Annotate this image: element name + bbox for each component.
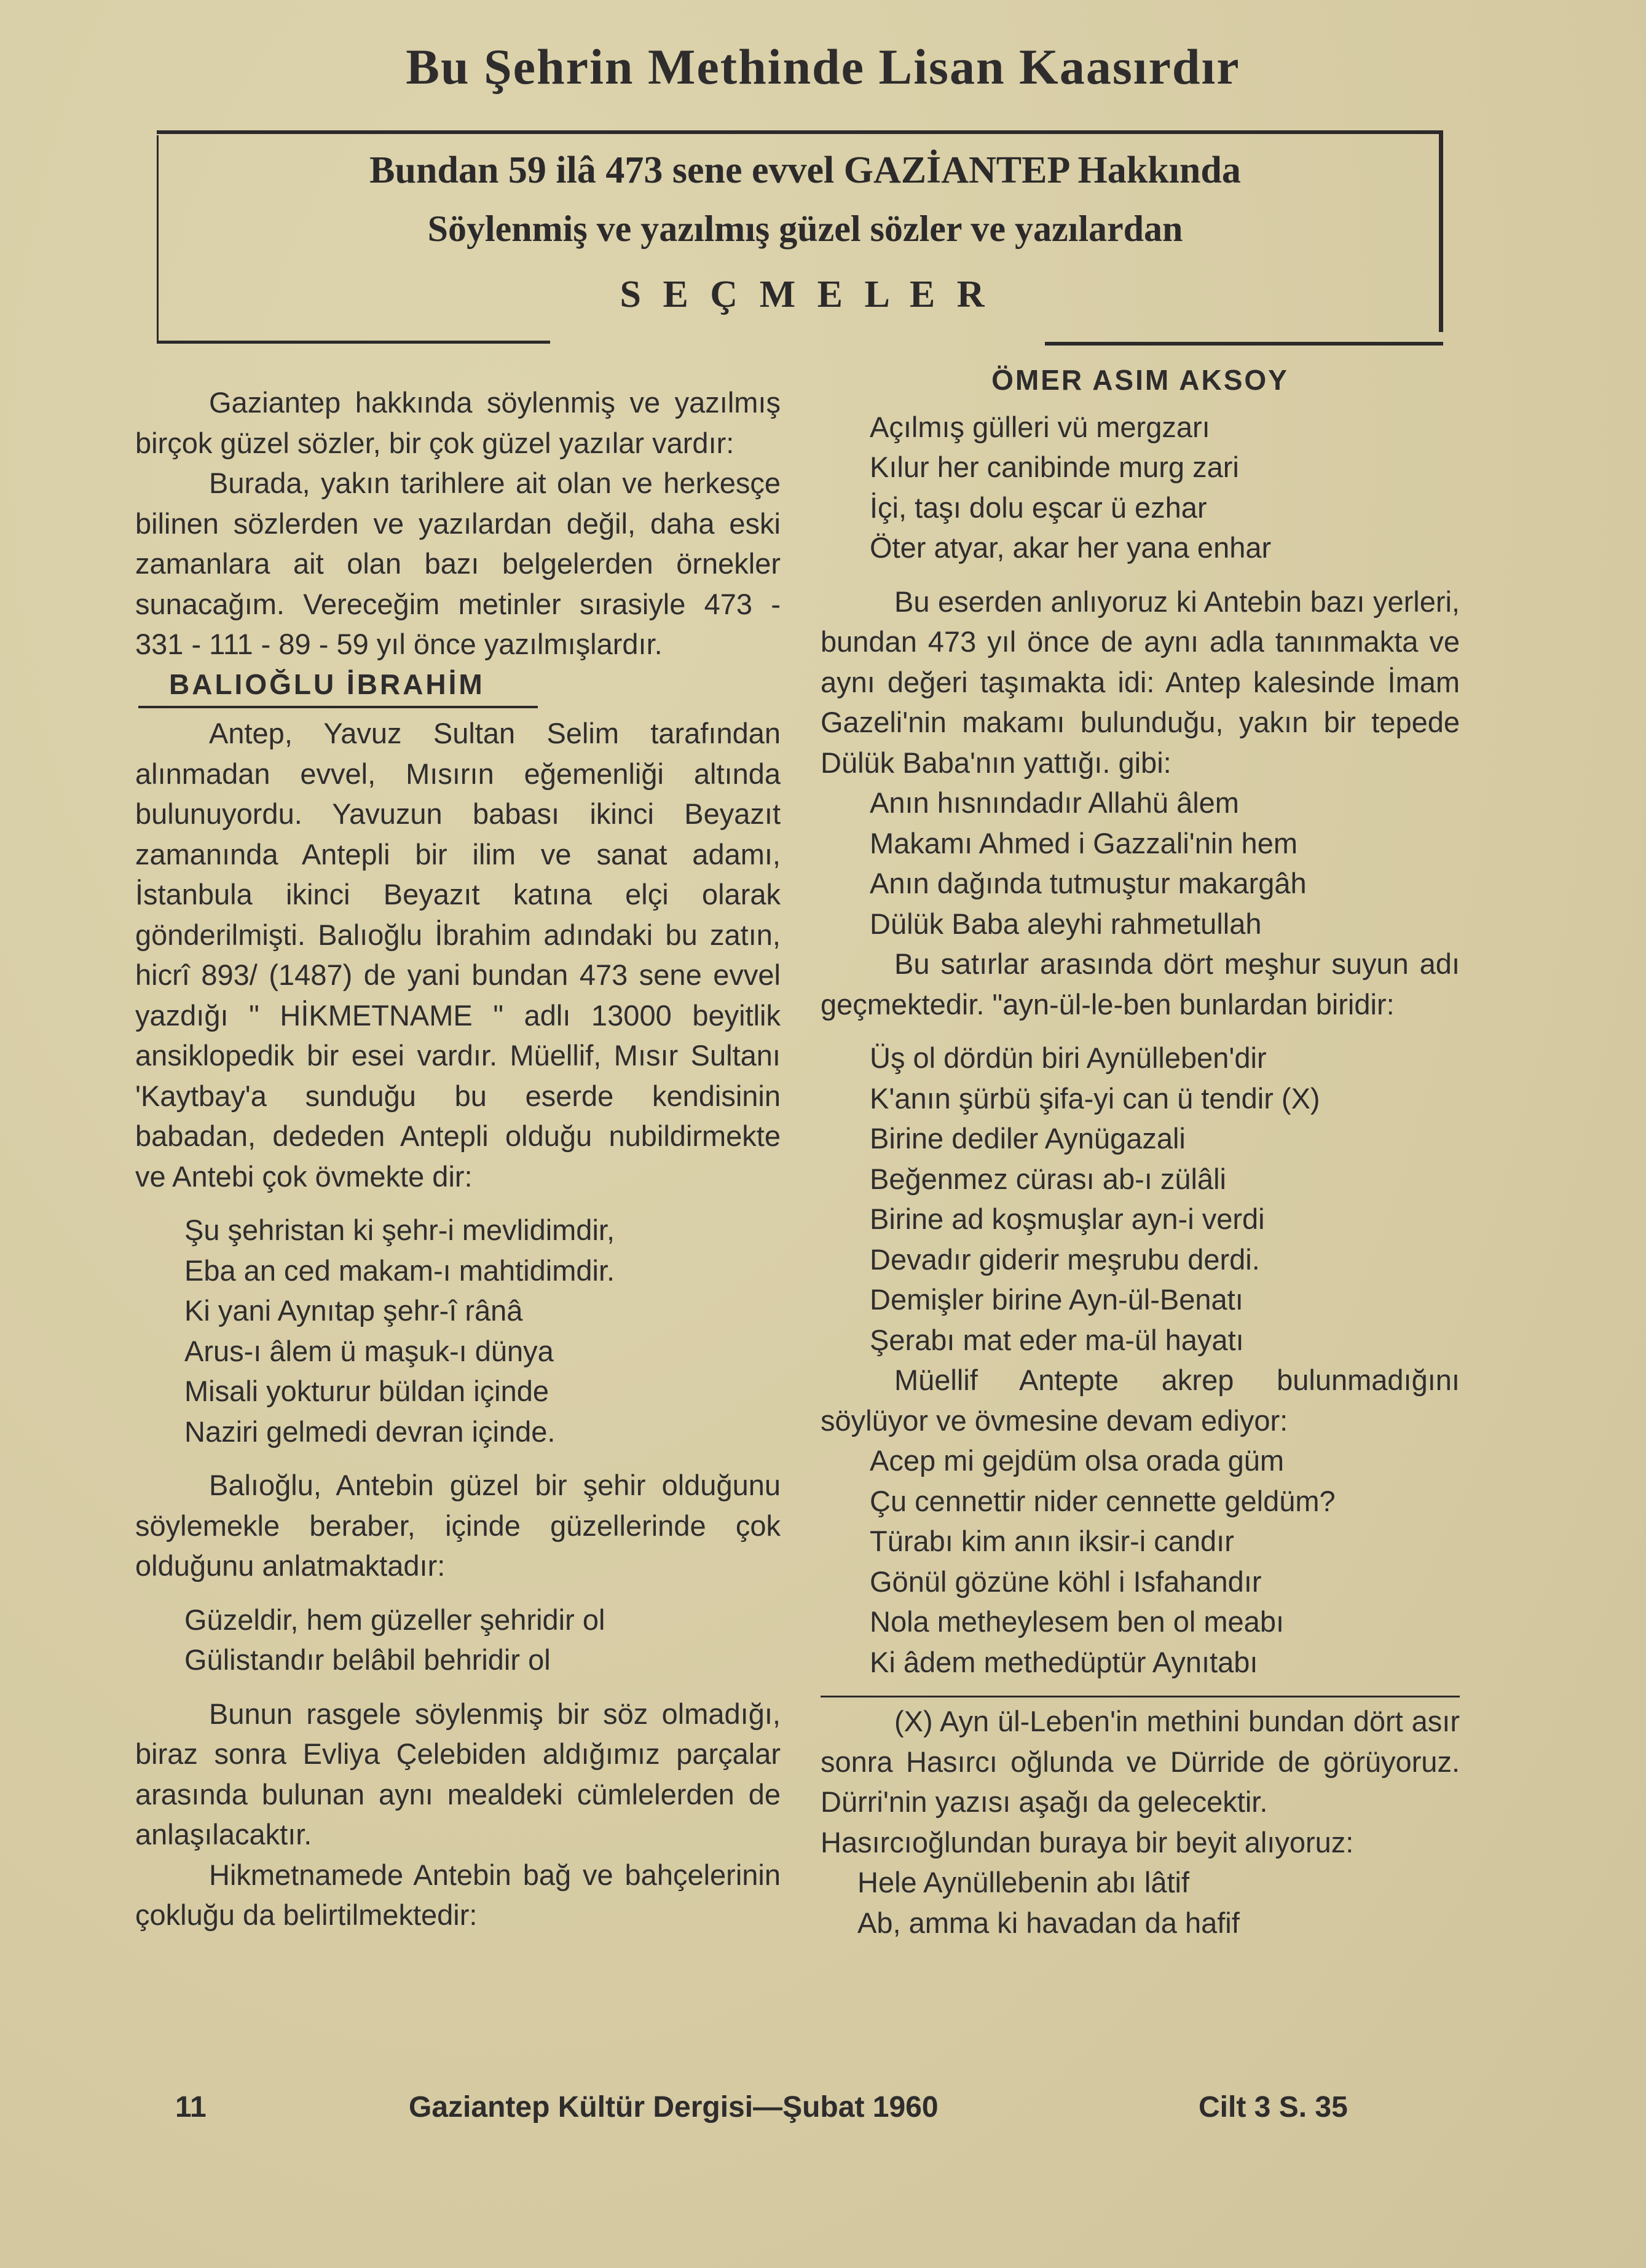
aksoy-paragraph-1: Bu eserden anlıyoruz ki Antebin bazı yerleri, bundan 473 yıl önce de aynı adla tanınmakta ve aynı değeri taşımakta idi: Antep kalesinde İmam Gazeli'nin makamı bulunduğu, yakın bir tepede Dülük Baba'nın yattığı. gibi:	[821, 585, 1460, 779]
verse-block-r2	[821, 783, 1460, 944]
verse-line: Anın dağında tutmuştur makargâh	[870, 867, 1307, 899]
verse-line: Gönül gözüne köhl i Isfahandır	[870, 1565, 1262, 1598]
heading-underline	[138, 706, 538, 708]
verse-line: Acep mi gejdüm olsa orada güm	[870, 1444, 1285, 1477]
aksoy-paragraph-2: Bu satırlar arasında dört meşhur suyun adı geçmektedir. "ayn-ül-le-ben bunlardan biridir:	[821, 947, 1460, 1021]
box-top-rule	[157, 130, 1443, 134]
verse-line: Kılur her canibinde murg zari	[870, 451, 1239, 483]
verse-line: Üş ol dördün biri Aynülleben'dir	[870, 1041, 1267, 1074]
verse-block-r4	[821, 1440, 1460, 1682]
verse-block-1	[135, 1210, 781, 1452]
verse-line: Şu şehristan ki şehr-i mevlidimdir,	[184, 1214, 615, 1246]
verse-line: Naziri gelmedi devran içinde.	[184, 1415, 556, 1448]
verse-line: K'anın şürbü şifa-yi can ü tendir (X)	[870, 1081, 1320, 1115]
verse-line: Birine dediler Aynügazali	[870, 1122, 1186, 1155]
verse-block-r1	[821, 407, 1460, 568]
balioglu-paragraph-4: Hikmetnamede Antebin bağ ve bahçelerinin çokluğu da belirtilmektedir:	[135, 1858, 781, 1931]
verse-line: Gülistandır belâbil behridir ol	[184, 1643, 551, 1676]
verse-line: Öter atyar, akar her yana enhar	[870, 531, 1272, 564]
journal-name: Gaziantep Kültür Dergisi—Şubat 1960	[409, 2091, 939, 2124]
aksoy-paragraph-3: Müellif Antepte akrep bulunmadığını söylüyor ve övmesine devam ediyor:	[821, 1364, 1460, 1437]
balioglu-paragraph: Antep, Yavuz Sultan Selim tarafından alınmadan evvel, Mısırın eğemenliği altında bulunuyordu. Yavuzun babası ikinci Beyazıt zamanında Antepli bir ilim ve sanat adamı, İstanbula ikinci Beyazıt katına elçi olarak gönderilmişti. Balıoğlu İbrahim adındaki bu zatın, hicrî 893/ (1487) de yani bundan 473 sene evvel yazdığı " HİKMETNAME " adlı 13000 beyitlik ansiklopedik bir esei vardır. Müellif, Mısır Sultanı 'Kaytbay'a sunduğu bu eserde kendisinin babadan, dededen Antepli olduğu nubildirmekte ve Antebi çok övmekte dir:	[135, 717, 781, 1193]
right-column	[821, 360, 1460, 1943]
verse-line: Şerabı mat eder ma-ül hayatı	[870, 1323, 1244, 1356]
left-column	[135, 382, 781, 1935]
box-line-3: S E Ç M E L E R	[620, 274, 991, 315]
intro-paragraph-2: Burada, yakın tarihlere ait olan ve herkesçe bilinen sözlerden ve yazılardan değil, daha eski zamanlara ait olan bazı belgelerden örnekler sunacağım. Vereceğim metinler sırasiyle 473 - 331 - 111 - 89 - 59 yıl önce yazılmışlardır.	[135, 467, 781, 660]
verse-line: Ki yani Aynıtap şehr-î rânâ	[184, 1294, 523, 1327]
verse-line: İçi, taşı dolu eşcar ü ezhar	[870, 491, 1207, 524]
section-heading-balioglu: BALIOĞLU İBRAHİM	[169, 668, 485, 700]
box-line-1: Bundan 59 ilâ 473 sene evvel GAZİANTEP Hakkında	[369, 149, 1241, 191]
verse-line: Ab, amma ki havadan da hafif	[857, 1906, 1240, 1939]
verse-line: Ki âdem methedüptür Aynıtabı	[870, 1645, 1258, 1678]
box-left-rule	[157, 135, 159, 341]
footnote: (X) Ayn ül-Leben'in methini bundan dört asır sonra Hasırcı oğlunda ve Dürride de görüyoruz. Dürri'nin yazısı aşağı da gelecektir.	[821, 1705, 1460, 1818]
section-heading-aksoy: ÖMER ASIM AKSOY	[991, 364, 1289, 396]
balioglu-paragraph-3: Bunun rasgele söylenmiş bir söz olmadığı, biraz sonra Evliya Çelebiden aldığımız parçalar arasında bulunan aynı mealdeki cümlelerden de anlaşılacaktır.	[135, 1697, 781, 1851]
box-line-2: Söylenmiş ve yazılmış güzel sözler ve yazılardan	[427, 208, 1183, 249]
aksoy-paragraph-4: Hasırcıoğlundan buraya bir beyit alıyoruz:	[821, 1825, 1354, 1859]
verse-line: Misali yokturur büldan içinde	[184, 1375, 549, 1407]
verse-line: Türabı kim anın iksir-i candır	[870, 1525, 1234, 1557]
box-bottom-rule	[157, 341, 550, 344]
verse-line: Dülük Baba aleyhi rahmetullah	[870, 907, 1262, 940]
verse-line: Makamı Ahmed i Gazzali'nin hem	[870, 826, 1298, 859]
issue-info: Cilt 3 S. 35	[1199, 2091, 1348, 2124]
intro-paragraph-1: Gaziantep hakkında söylenmiş ve yazılmış birçok güzel sözler, bir çok güzel yazılar vardır:	[135, 386, 781, 459]
verse-line: Nola metheylesem ben ol meabı	[870, 1605, 1285, 1638]
page-number: 11	[175, 2091, 207, 2124]
verse-line: Demişler birine Ayn-ül-Benatı	[870, 1283, 1243, 1316]
verse-line: Devadır giderir meşrubu derdi.	[870, 1243, 1260, 1276]
verse-line: Açılmış gülleri vü mergzarı	[870, 410, 1210, 443]
verse-block-r5	[821, 1862, 1460, 1943]
verse-line: Birine ad koşmuşlar ayn-i verdi	[870, 1203, 1265, 1235]
balioglu-paragraph-2: Balıoğlu, Antebin güzel bir şehir olduğunu söylemekle beraber, içinde güzellerinde çok olduğunu anlatmaktadır:	[135, 1469, 781, 1582]
verse-line: Eba an ced makam-ı mahtidimdir.	[184, 1254, 615, 1287]
verse-line: Güzeldir, hem güzeller şehridir ol	[184, 1603, 605, 1636]
page-title: Bu Şehrin Methinde Lisan Kaasırdır	[406, 39, 1240, 95]
verse-block-r3	[821, 1038, 1460, 1360]
box-bottom-rule-right	[1045, 342, 1443, 346]
verse-line: Beğenmez cürası ab-ı zülâli	[870, 1162, 1226, 1195]
verse-line: Çu cennettir nider cennette geldüm?	[870, 1484, 1336, 1517]
verse-line: Hele Aynüllebenin abı lâtif	[857, 1866, 1190, 1899]
footnote-divider	[821, 1696, 1460, 1697]
verse-block-2	[135, 1600, 781, 1680]
verse-line: Anın hısnındadır Allahü âlem	[870, 786, 1239, 819]
page-footer	[0, 2090, 1646, 2133]
verse-line: Arus-ı âlem ü maşuk-ı dünya	[184, 1334, 554, 1367]
